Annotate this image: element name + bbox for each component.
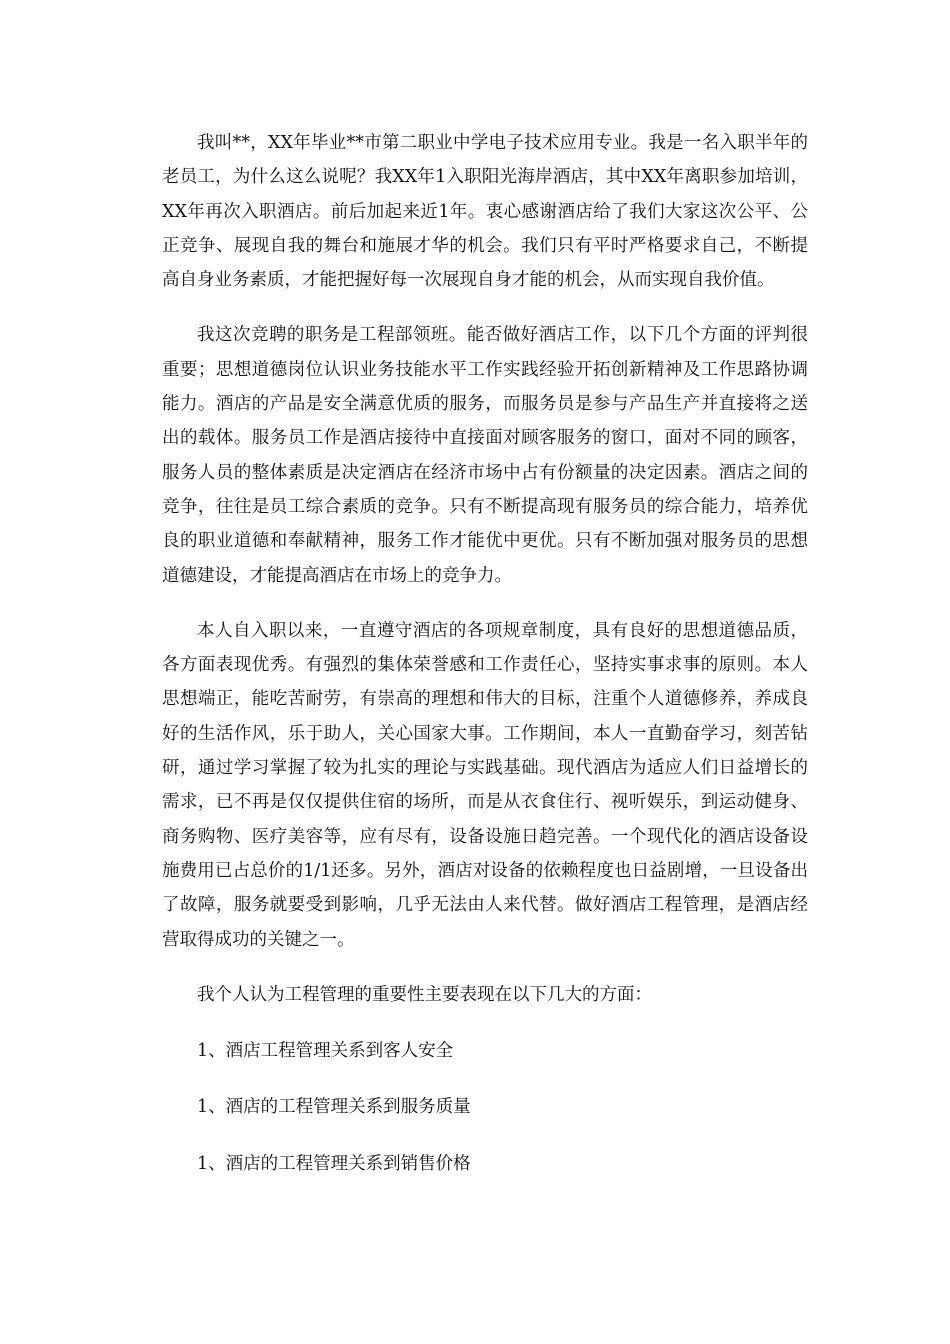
document-body <box>162 126 808 1203</box>
list-item-service-quality: 1、酒店的工程管理关系到服务质量 <box>197 1097 471 1118</box>
paragraph-introduction: 我叫**，XX年毕业**市第二职业中学电子技术应用专业。我是一名入职半年的老员工，为什么这么说呢？我XX年1入职阳光海岸酒店，其中XX年离职参加培训，XX年再次入职酒店。前后加起来近1年。衷心感谢酒店给了我们大家这次公平、公正竞争、展现自我的舞台和施展才华的机会。我们只有平时严格要求自己，不断提高自身业务素质，才能把握好每一次展现自身才能的机会，从而实现自我价值。 <box>162 133 808 291</box>
paragraph-importance-intro: 我个人认为工程管理的重要性主要表现在以下几大的方面： <box>197 984 652 1005</box>
list-item-sales-price: 1、酒店的工程管理关系到销售价格 <box>197 1153 471 1174</box>
paragraph-self-assessment: 本人自入职以来，一直遵守酒店的各项规章制度，具有良好的思想道德品质，各方面表现优秀。有强烈的集体荣誉感和工作责任心，坚持实事求事的原则。本人思想端正，能吃苦耐劳，有崇高的理想和伟大的目标，注重个人道德修养，养成良好的生活作风，乐于助人，关心国家大事。工作期间，本人一直勤奋学习，刻苦钻研，通过学习掌握了较为扎实的理论与实践基础。现代酒店为适应人们日益增长的需求，已不再是仅仅提供住宿的场所，而是从衣食住行、视听娱乐，到运动健身、商务购物、医疗美容等，应有尽有，设备设施日趋完善。一个现代化的酒店设备设施费用已占总价的1/1还多。另外，酒店对设备的依赖程度也日益剧增，一旦设备出了故障，服务就要受到影响，几乎无法由人来代替。做好酒店工程管理，是酒店经营取得成功的关键之一。 <box>162 620 808 950</box>
paragraph-position: 我这次竞聘的职务是工程部领班。能否做好酒店工作，以下几个方面的评判很重要；思想道德岗位认识业务技能水平工作实践经验开拓创新精神及工作思路协调能力。酒店的产品是安全满意优质的服务，而服务员是参与产品生产并直接将之送出的载体。服务员工作是酒店接待中直接面对顾客服务的窗口，面对不同的顾客，服务人员的整体素质是决定酒店在经济市场中占有份额量的决定因素。酒店之间的竞争，往往是员工综合素质的竞争。只有不断提高现有服务员的综合能力，培养优良的职业道德和奉献精神，服务工作才能优中更优。只有不断加强对服务员的思想道德建设，才能提高酒店在市场上的竞争力。 <box>162 325 808 586</box>
list-item-guest-safety: 1、酒店工程管理关系到客人安全 <box>197 1041 454 1062</box>
